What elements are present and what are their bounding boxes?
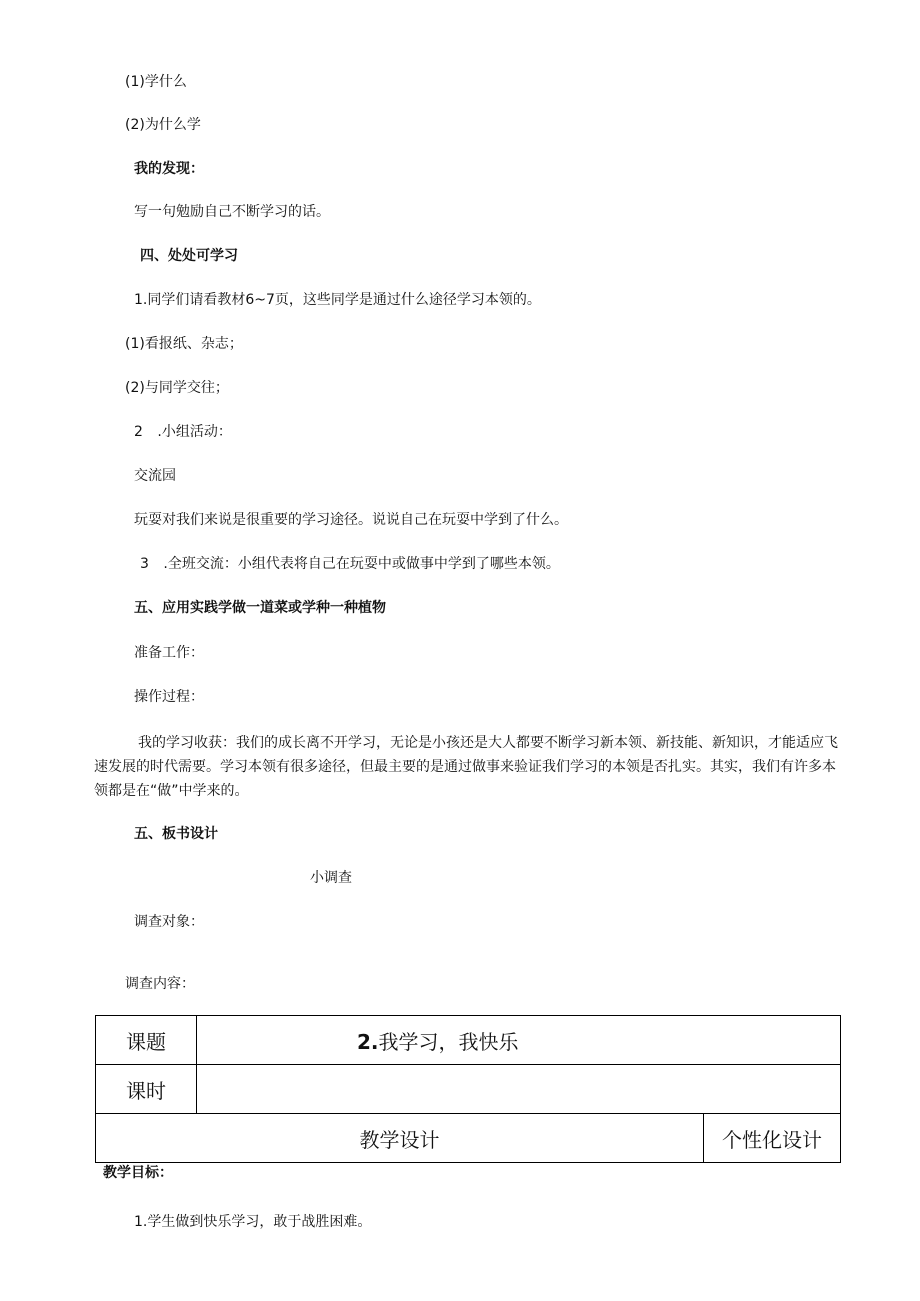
question-why: (2)为什么学 — [125, 117, 201, 133]
item-three-text: .全班交流：小组代表将自己在玩耍中或做事中学到了哪些本领。 — [163, 556, 560, 572]
preparation-label: 准备工作： — [134, 645, 204, 661]
section-four-heading: 四、处处可学习 — [140, 248, 238, 264]
item-two — [134, 422, 232, 442]
period-row — [96, 1065, 841, 1114]
board-design-heading: 五、板书设计 — [134, 826, 218, 842]
teaching-goals-heading: 教学目标： — [103, 1165, 173, 1181]
item-three-number: 3 — [140, 556, 149, 572]
personalized-design-label: 个性化设计 — [704, 1114, 841, 1163]
topic-label: 课题 — [96, 1016, 197, 1065]
period-value — [197, 1065, 841, 1114]
survey-title: 小调查 — [310, 870, 352, 886]
question-what: (1)学什么 — [125, 74, 187, 90]
goal-item-one: 1.学生做到快乐学习，敢于战胜困难。 — [134, 1214, 372, 1230]
survey-content-label: 调查内容： — [125, 976, 195, 992]
topic-number: 2. — [357, 1029, 379, 1054]
teaching-design-label: 教学设计 — [96, 1114, 704, 1163]
item-two-number: 2 — [134, 424, 143, 440]
encourage-line: 写一句勉励自己不断学习的话。 — [134, 204, 330, 220]
exchange-garden: 交流园 — [134, 468, 176, 484]
survey-target-label: 调查对象： — [134, 914, 204, 930]
my-discovery-label: 我的发现： — [134, 161, 204, 177]
item-three — [140, 554, 560, 574]
item-two-text: .小组活动： — [157, 424, 232, 440]
topic-title-cell — [197, 1016, 841, 1065]
play-line: 玩耍对我们来说是很重要的学习途径。说说自己在玩耍中学到了什么。 — [134, 512, 568, 528]
topic-row — [96, 1016, 841, 1065]
design-row — [96, 1114, 841, 1163]
learning-harvest-paragraph: 我的学习收获：我们的成长离不开学习，无论是小孩还是大人都要不断学习新本领、新技能、新知识，才能适应飞速发展的时代需要。学习本领有很多途径，但最主要的是通过做事来验证我们学习的本领是否扎实。其实，我们有许多本领都是在“做”中学来的。 — [94, 735, 838, 799]
sub-item-two: (2)与同学交往； — [125, 380, 229, 396]
lesson-table — [95, 1015, 841, 1163]
item-one: 1.同学们请看教材6~7页，这些同学是通过什么途径学习本领的。 — [134, 292, 541, 308]
process-label: 操作过程： — [134, 689, 204, 705]
section-five-heading: 五、应用实践学做一道菜或学种一种植物 — [134, 600, 386, 616]
sub-item-one: (1)看报纸、杂志； — [125, 336, 243, 352]
topic-title: 我学习，我快乐 — [378, 1029, 519, 1054]
period-label: 课时 — [96, 1065, 197, 1114]
